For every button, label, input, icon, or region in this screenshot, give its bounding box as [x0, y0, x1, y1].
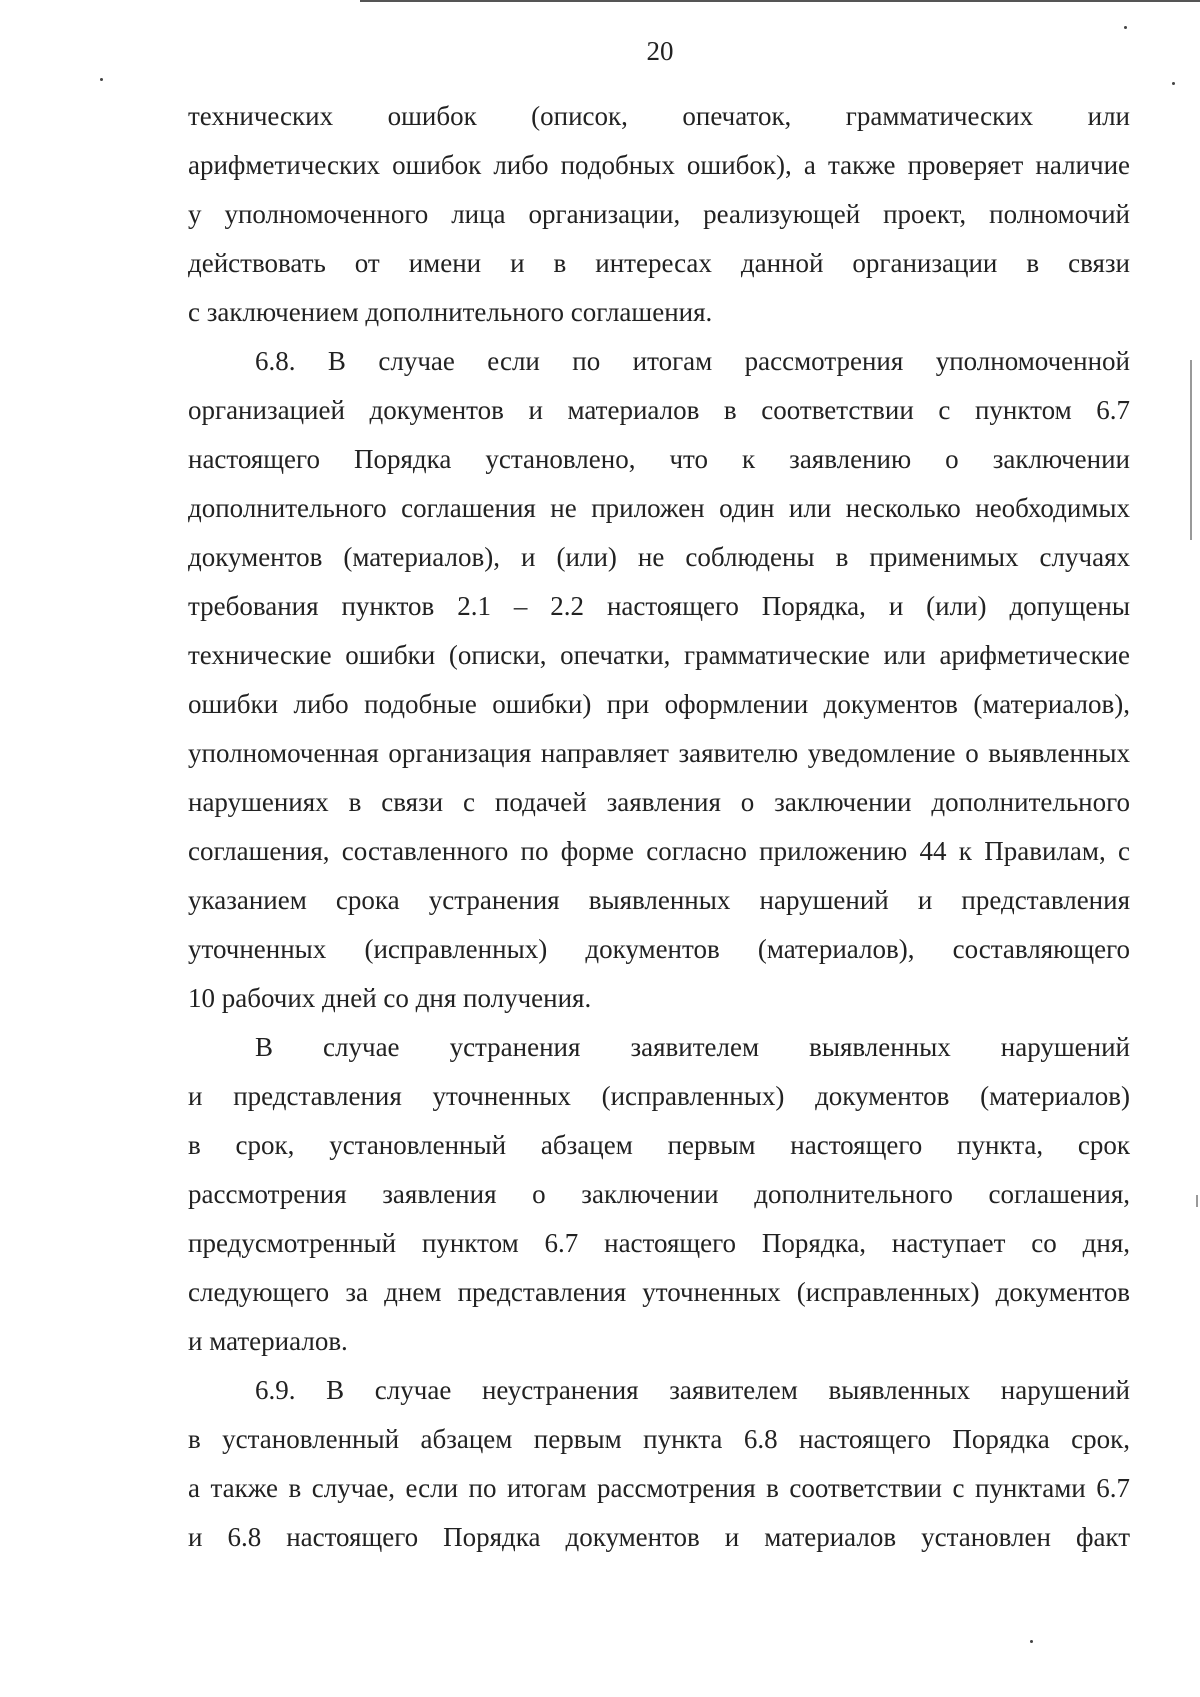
page-number: 20 [646, 36, 674, 66]
text-line: и 6.8 настоящего Порядка документов и материалов установлен факт [188, 1522, 1130, 1552]
text-line: рассмотрения заявления о заключении дополнительного соглашения, [188, 1179, 1130, 1209]
text-line: и представления уточненных (исправленных) документов (материалов) [188, 1081, 1130, 1111]
scan-margin-mark [1190, 360, 1192, 540]
text-line: предусмотренный пунктом 6.7 настоящего Порядка, наступает со дня, [188, 1228, 1130, 1258]
text-line: 10 рабочих дней со дня получения. [188, 983, 592, 1013]
text-line: настоящего Порядка установлено, что к заявлению о заключении [188, 444, 1130, 474]
text-line: документов (материалов), и (или) не соблюдены в применимых случаях [188, 542, 1130, 572]
text-line: 6.8. В случае если по итогам рассмотрения уполномоченной [255, 346, 1130, 376]
scan-top-edge-line [360, 0, 1200, 2]
scan-speck [1124, 26, 1127, 29]
text-line: в установленный абзацем первым пункта 6.8 настоящего Порядка срок, [188, 1424, 1130, 1454]
text-line: уполномоченная организация направляет заявителю уведомление о выявленных [188, 738, 1130, 768]
paragraph-6-8 [188, 337, 1130, 1023]
paragraph-6-8-second [188, 1023, 1130, 1366]
text-line: нарушениях в связи с подачей заявления о заключении дополнительного [188, 787, 1130, 817]
scan-speck [100, 78, 103, 81]
text-line: технические ошибки (описки, опечатки, грамматические или арифметические [188, 640, 1130, 670]
paragraph-continuation [188, 92, 1130, 337]
text-line: технических ошибок (описок, опечаток, грамматических или [188, 101, 1130, 131]
text-line: указанием срока устранения выявленных нарушений и представления [188, 885, 1130, 915]
text-line: следующего за днем представления уточненных (исправленных) документов [188, 1277, 1130, 1307]
text-line: арифметических ошибок либо подобных ошибок), а также проверяет наличие [188, 150, 1130, 180]
document-body [188, 92, 1130, 1562]
text-line: уточненных (исправленных) документов (материалов), составляющего [188, 934, 1130, 964]
text-line: дополнительного соглашения не приложен один или несколько необходимых [188, 493, 1130, 523]
text-line: у уполномоченного лица организации, реализующей проект, полномочий [188, 199, 1130, 229]
text-line: соглашения, составленного по форме согласно приложению 44 к Правилам, с [188, 836, 1130, 866]
scan-speck [1030, 1640, 1033, 1643]
paragraph-6-9 [188, 1366, 1130, 1562]
text-line: действовать от имени и в интересах данной организации в связи [188, 248, 1130, 278]
text-line: 6.9. В случае неустранения заявителем выявленных нарушений [255, 1375, 1130, 1405]
text-line: организацией документов и материалов в соответствии с пунктом 6.7 [188, 395, 1130, 425]
text-line: В случае устранения заявителем выявленных нарушений [255, 1032, 1130, 1062]
scan-margin-mark [1196, 1195, 1198, 1207]
text-line: с заключением дополнительного соглашения. [188, 297, 713, 327]
text-line: и материалов. [188, 1326, 348, 1356]
text-line: в срок, установленный абзацем первым настоящего пункта, срок [188, 1130, 1130, 1160]
text-line: а также в случае, если по итогам рассмотрения в соответствии с пунктами 6.7 [188, 1473, 1130, 1503]
text-line: ошибки либо подобные ошибки) при оформлении документов (материалов), [188, 689, 1130, 719]
scan-speck [1172, 82, 1175, 85]
text-line: требования пунктов 2.1 – 2.2 настоящего Порядка, и (или) допущены [188, 591, 1130, 621]
